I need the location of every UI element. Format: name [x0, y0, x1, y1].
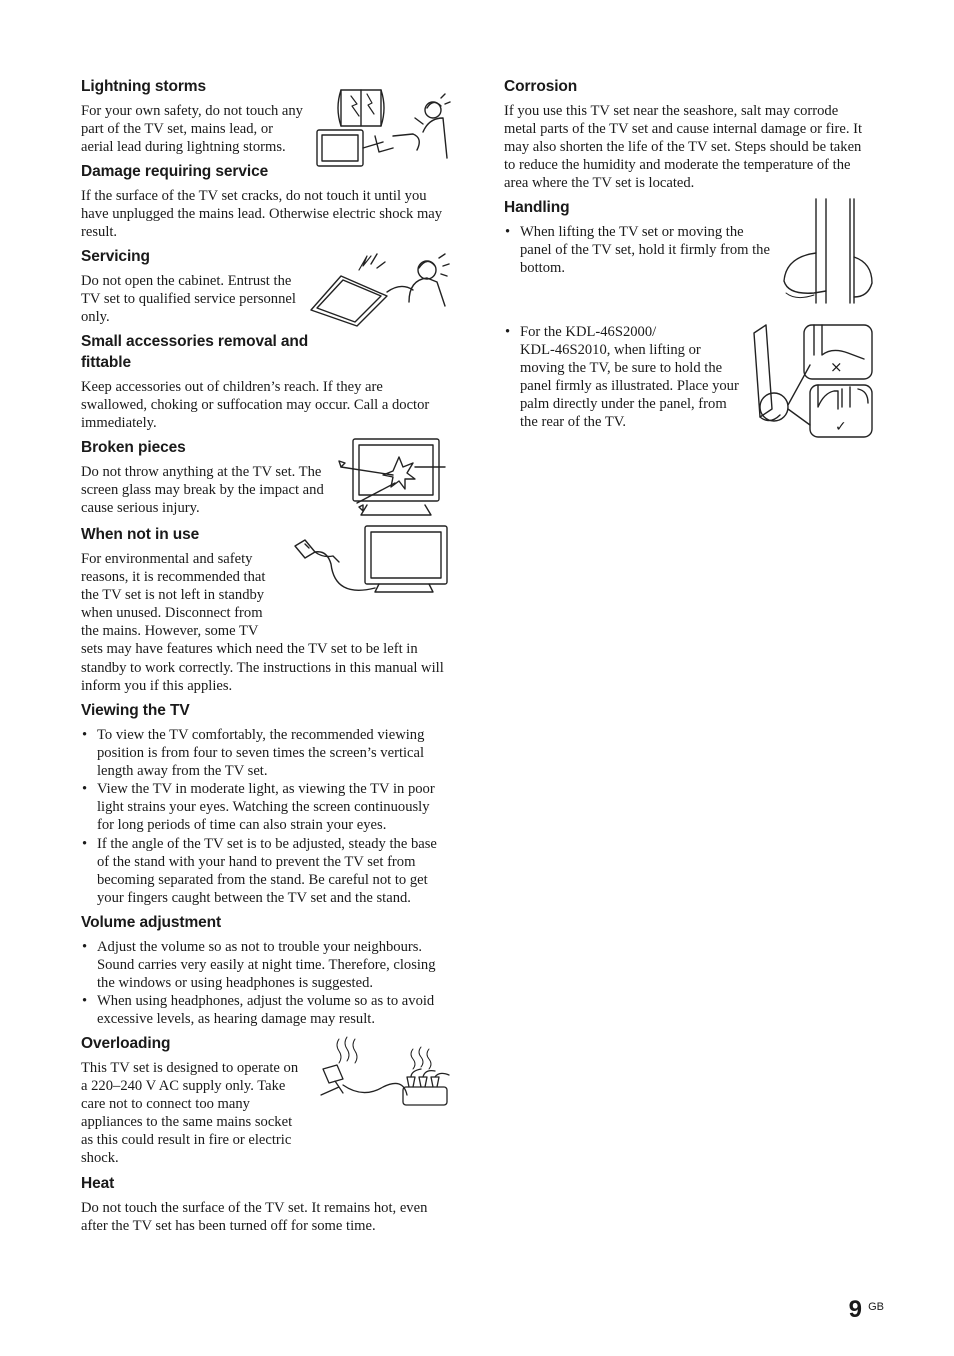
viewing-item-2: • View the TV in moderate light, as viewing the TV in poor light strains your eyes. Watching the screen continuously for long periods of time can also strain your eyes. — [81, 780, 449, 834]
text-servicing-l1: Do not open the cabinet. Entrust the — [81, 273, 292, 289]
wrong-way-mark: × — [830, 358, 843, 376]
lift-from-bottom-illustration — [782, 197, 874, 305]
heading-heat: Heat — [81, 1175, 115, 1192]
heading-corrosion: Corrosion — [504, 78, 578, 95]
heading-handling: Handling — [504, 199, 570, 216]
lift-panel-illustration — [752, 323, 874, 439]
section-overloading — [81, 1033, 449, 1173]
left-column — [81, 76, 449, 1235]
section-handling — [504, 197, 872, 435]
heading-small-accessories — [81, 331, 449, 373]
heading-small-accessories-l2: fittable — [81, 354, 132, 371]
text-notinuse-rest: sets may have features which need the TV set to be left in standby to work correctly. The instructions in this manual will inform you if this applies. — [81, 641, 444, 694]
text-overloading-l1: This TV set is designed to operate on — [81, 1060, 299, 1076]
heading-small-accessories-l1: Small accessories removal and — [81, 333, 309, 350]
volume-item-1: • Adjust the volume so as not to trouble your neighbours. Sound carries very easily at night time. Therefore, closing the windows or using headphones is suggested. — [81, 938, 449, 992]
text-corrosion: If you use this TV set near the seashore, salt may corrode metal parts of the TV set and cause internal damage or fire. It may also shorten the life of the TV set. Steps should be taken to reduce the humidity and moderate the temperature of the area where the TV set is located. — [504, 103, 863, 192]
text-broken-l1: Do not throw anything at the TV set. The — [81, 464, 322, 480]
text-accessories: Keep accessories out of children’s reach. If they are swallowed, choking or suffocation may occur. Call a doctor immediately. — [81, 379, 430, 432]
handling-item-2-l5: palm directly under the panel, from — [520, 396, 727, 413]
handling-item-2-l4: panel firmly as illustrated. Place your — [520, 378, 739, 395]
heading-broken-pieces: Broken pieces — [81, 439, 186, 456]
volume-list — [81, 938, 449, 1028]
text-overloading-l2: a 220–240 V AC supply only. Take — [81, 1078, 286, 1095]
handling-item-2-l6: the rear of the TV. — [520, 414, 627, 431]
handling-item-2-l2: KDL-46S2010, when lifting or — [520, 342, 701, 359]
handling-item-1-l2: panel of the TV set, hold it firmly from the — [520, 242, 770, 259]
section-viewing-the-tv — [81, 700, 449, 912]
heading-viewing-the-tv: Viewing the TV — [81, 702, 190, 719]
right-way-mark: ✓ — [835, 419, 847, 435]
section-damage-requiring-service — [81, 161, 449, 246]
section-lightning-storms — [81, 76, 449, 161]
heading-when-not-in-use: When not in use — [81, 526, 200, 543]
handling-item-2-l1: • For the KDL-46S2000/ — [520, 324, 657, 340]
heading-servicing: Servicing — [81, 248, 150, 265]
text-notinuse-l2: reasons, it is recommended that — [81, 569, 266, 586]
heading-lightning-storms: Lightning storms — [81, 78, 206, 95]
section-corrosion — [504, 76, 872, 197]
right-column — [504, 76, 872, 435]
text-servicing-l3: only. — [81, 309, 110, 326]
servicing-illustration — [309, 250, 451, 330]
text-notinuse-l1: For environmental and safety — [81, 551, 253, 567]
section-volume-adjustment — [81, 912, 449, 1033]
text-notinuse-l3: the TV set is not left in standby — [81, 587, 265, 604]
viewing-item-3: • If the angle of the TV set is to be adjusted, steady the base of the stand with your hand to prevent the TV set from becoming separated from the stand. Be careful not to get your fingers caught between the TV set and the stand. — [81, 835, 449, 907]
text-overloading-l4: appliances to the same mains socket — [81, 1114, 293, 1131]
section-small-accessories — [81, 331, 449, 437]
section-servicing — [81, 246, 449, 331]
text-broken-l2: screen glass may break by the impact and — [81, 482, 324, 499]
text-lightning-l1: For your own safety, do not touch any — [81, 103, 303, 119]
text-overloading-l6: shock. — [81, 1150, 119, 1167]
viewing-list — [81, 726, 449, 907]
text-damage: If the surface of the TV set cracks, do not touch it until you have unplugged the mains lead. Otherwise electric shock may result. — [81, 188, 443, 241]
text-lightning-l3: aerial lead during lightning storms. — [81, 139, 286, 156]
text-notinuse-l4: when unused. Disconnect from — [81, 605, 263, 622]
unplug-illustration — [293, 524, 449, 596]
section-broken-pieces — [81, 437, 449, 524]
text-servicing-l2: TV set to qualified service personnel — [81, 291, 296, 308]
text-overloading-l3: care not to connect too many — [81, 1096, 250, 1113]
heading-overloading: Overloading — [81, 1035, 171, 1052]
volume-item-2: • When using headphones, adjust the volume so as to avoid excessive levels, as hearing damage may result. — [81, 992, 449, 1028]
handling-item-1-l3: bottom. — [520, 260, 565, 277]
section-heat — [81, 1173, 449, 1235]
page-number-suffix: GB — [868, 1301, 884, 1313]
text-notinuse-l5: the mains. However, some TV — [81, 623, 259, 640]
handling-item-1-l1: • When lifting the TV set or moving the — [520, 224, 744, 240]
heading-volume-adjustment: Volume adjustment — [81, 914, 222, 931]
viewing-item-1: • To view the TV comfortably, the recommended viewing position is from four to seven times the screen’s vertical length away from the TV set. — [81, 726, 449, 780]
heading-damage-requiring-service: Damage requiring service — [81, 163, 269, 180]
overloaded-socket-illustration — [317, 1035, 451, 1111]
broken-screen-illustration — [337, 437, 449, 521]
section-when-not-in-use — [81, 524, 449, 700]
text-overloading-l5: as this could result in fire or electric — [81, 1132, 292, 1149]
handling-item-2-l3: moving the TV, be sure to hold the — [520, 360, 723, 377]
text-lightning-l2: part of the TV set, mains lead, or — [81, 121, 273, 138]
page-number: 9 — [848, 1296, 862, 1323]
lightning-storm-illustration — [315, 88, 451, 172]
text-broken-l3: cause serious injury. — [81, 500, 200, 517]
text-heat: Do not touch the surface of the TV set. It remains hot, even after the TV set has been turned off for some time. — [81, 1200, 428, 1235]
